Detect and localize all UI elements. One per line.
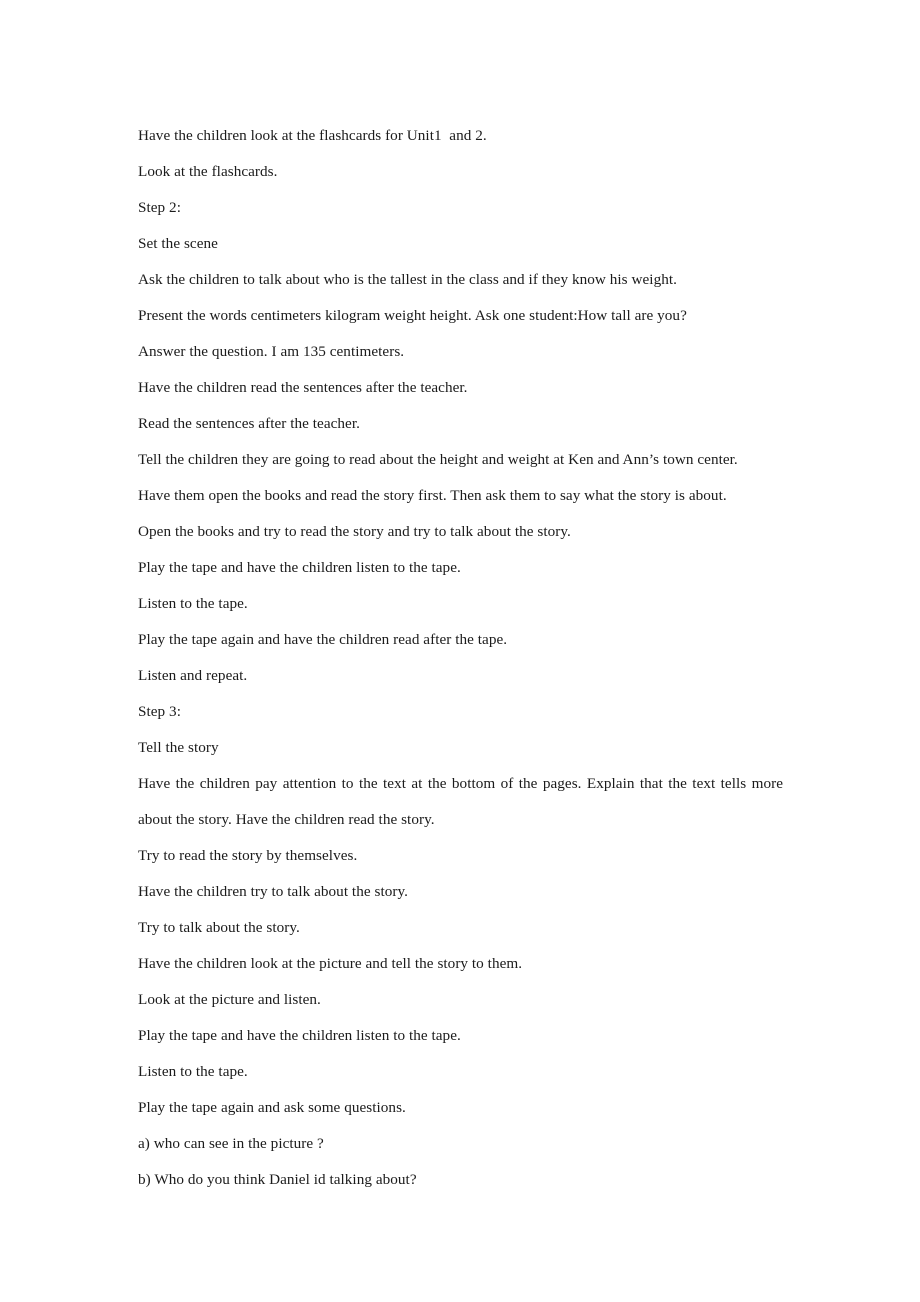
document-paragraph: Answer the question. I am 135 centimeters. [138,343,405,360]
document-paragraph: Play the tape again and ask some questions. [138,1099,406,1116]
document-paragraph: Step 2: [138,199,181,216]
document-text-body [138,118,783,1198]
document-paragraph: Have the children read the sentences after the teacher. [138,379,468,396]
document-paragraph: Step 3: [138,703,181,720]
document-paragraph: Try to read the story by themselves. [138,847,358,864]
document-paragraph: Listen to the tape. [138,595,248,612]
document-paragraph: Have the children look at the picture and tell the story to them. [138,955,523,972]
document-paragraph: Set the scene [138,235,218,252]
document-paragraph: Ask the children to talk about who is the tallest in the class and if they know his weight. [138,271,677,288]
document-paragraph: Tell the children they are going to read about the height and weight at Ken and Ann’s town center. [138,451,738,468]
document-paragraph: Present the words centimeters kilogram weight height. Ask one student:How tall are you? [138,307,687,324]
document-paragraph: b) Who do you think Daniel id talking about? [138,1171,417,1188]
document-paragraph: Have the children try to talk about the story. [138,883,408,900]
document-paragraph: Tell the story [138,739,219,756]
document-paragraph: Have the children pay attention to the text at the bottom of the pages. Explain that the text tells more about the story. Have the children read the story. [138,775,783,828]
document-paragraph: Listen to the tape. [138,1063,248,1080]
document-paragraph: Have them open the books and read the story first. Then ask them to say what the story is about. [138,487,727,504]
document-paragraph: Open the books and try to read the story and try to talk about the story. [138,523,571,540]
document-paragraph: Listen and repeat. [138,667,248,684]
document-paragraph: Play the tape and have the children listen to the tape. [138,559,461,576]
document-paragraph: Play the tape and have the children listen to the tape. [138,1027,461,1044]
document-paragraph: Try to talk about the story. [138,919,300,936]
document-paragraph: Look at the flashcards. [138,163,278,180]
document-paragraph: Read the sentences after the teacher. [138,415,360,432]
document-paragraph: Play the tape again and have the children read after the tape. [138,631,508,648]
document-paragraph: Look at the picture and listen. [138,991,321,1008]
document-paragraph: a) who can see in the picture ? [138,1135,324,1152]
document-paragraph: Have the children look at the flashcards for Unit1 and 2. [138,127,487,144]
